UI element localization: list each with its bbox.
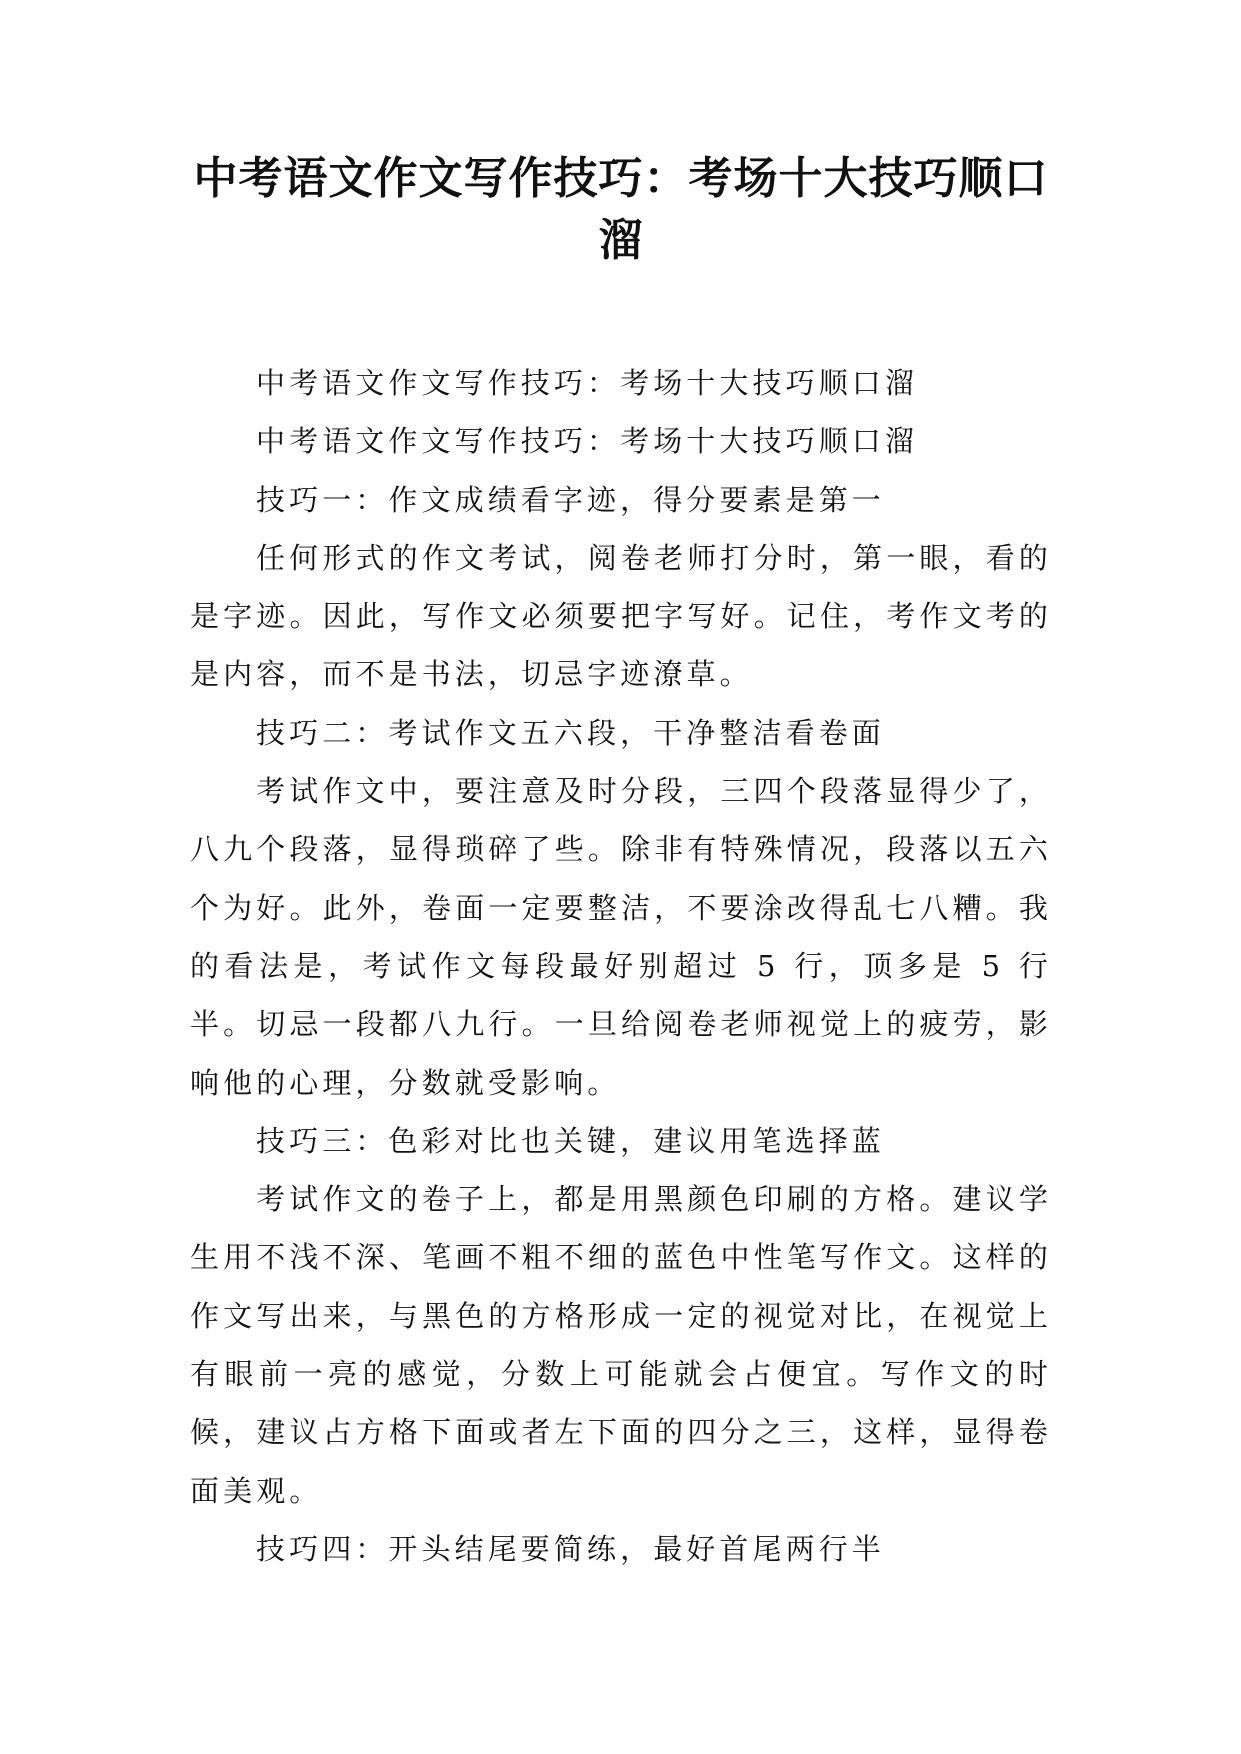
document-body (190, 354, 1052, 1578)
tip-1-heading: 技巧一：作文成绩看字迹，得分要素是第一 (256, 482, 885, 517)
tip-3-body: 考试作文的卷子上，都是用黑颜色印刷的方格。建议学生用不浅不深、笔画不粗不细的蓝色中性笔写作文。这样的作文写出来，与黑色的方格形成一定的视觉对比，在视觉上有眼前一亮的感觉，分数上可能就会占便宜。写作文的时候，建议占方格下面或者左下面的四分之三，这样，显得卷面美观。 (190, 1182, 1052, 1508)
tip-3-heading: 技巧三：色彩对比也关键，建议用笔选择蓝 (256, 1123, 885, 1158)
paragraph-subtitle-2: 中考语文作文写作技巧：考场十大技巧顺口溜 (256, 424, 919, 459)
document-title: 中考语文作文写作技巧：考场十大技巧顺口溜 (193, 153, 1049, 266)
tip-1-body: 任何形式的作文考试，阅卷老师打分时，第一眼，看的是字迹。因此，写作文必须要把字写好。记住，考作文考的是内容，而不是书法，切忌字迹潦草。 (190, 540, 1052, 692)
tip-2-heading: 技巧二：考试作文五六段，干净整洁看卷面 (256, 715, 885, 750)
paragraph-subtitle-1: 中考语文作文写作技巧：考场十大技巧顺口溜 (256, 366, 919, 400)
tip-4-heading: 技巧四：开头结尾要简练，最好首尾两行半 (256, 1531, 885, 1566)
tip-2-body: 考试作文中，要注意及时分段，三四个段落显得少了，八九个段落，显得琐碎了些。除非有特殊情况，段落以五六个为好。此外，卷面一定要整洁，不要涂改得乱七八糟。我的看法是，考试作文每段最好别超过 5 行，顶多是 5 行半。切忌一段都八九行。一旦给阅卷老师视觉上的疲劳，影响他的心理，分数就受影响。 (190, 774, 1052, 1100)
